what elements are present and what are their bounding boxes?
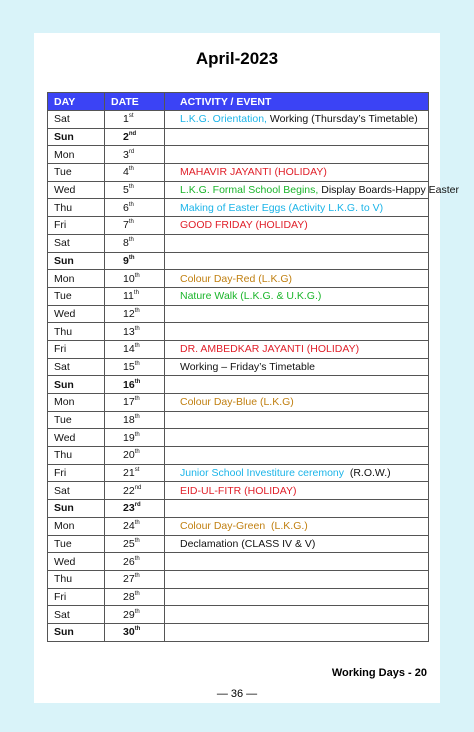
date-number: 22 (123, 484, 135, 497)
activity-cell (165, 146, 429, 164)
date-number: 27 (123, 573, 135, 586)
day-cell: Tue (48, 164, 105, 182)
day-cell: Sun (48, 623, 105, 641)
activity-cell (165, 111, 429, 129)
activity-text: L.K.G. Orientation, (180, 113, 270, 126)
activity-text: Colour Day-Blue (L.K.G) (180, 396, 294, 409)
date-number: 8 (123, 237, 129, 250)
activity-cell (165, 217, 429, 235)
activity-text: GOOD FRIDAY (HOLIDAY) (180, 219, 308, 232)
date-cell (105, 464, 165, 482)
page-title: April-2023 (195, 49, 279, 68)
date-suffix: th (134, 608, 140, 615)
table-row (48, 287, 429, 305)
date-number: 18 (123, 414, 135, 427)
table-row (48, 111, 429, 129)
day-cell: Mon (48, 517, 105, 535)
activity-text: (R.O.W.) (344, 467, 391, 480)
table-row (48, 429, 429, 447)
table-row (48, 535, 429, 553)
date-number: 30 (123, 626, 135, 639)
date-number: 12 (123, 307, 135, 320)
activity-text: EID-UL-FITR (HOLIDAY) (180, 484, 297, 497)
date-number: 19 (123, 431, 135, 444)
date-cell (105, 570, 165, 588)
date-suffix: th (134, 307, 140, 314)
date-cell (105, 146, 165, 164)
date-cell (105, 394, 165, 412)
activity-cell (165, 606, 429, 624)
day-cell: Sun (48, 500, 105, 518)
table-row (48, 464, 429, 482)
table-row (48, 323, 429, 341)
activity-cell (165, 376, 429, 394)
date-number: 2 (123, 131, 129, 144)
activity-text: Declamation (CLASS IV & V) (180, 537, 316, 550)
activity-text: MAHAVIR JAYANTI (HOLIDAY) (180, 166, 327, 179)
date-cell (105, 287, 165, 305)
activity-cell (165, 447, 429, 465)
date-cell (105, 181, 165, 199)
day-cell: Wed (48, 181, 105, 199)
date-suffix: th (134, 343, 140, 350)
activity-cell (165, 429, 429, 447)
day-cell: Fri (48, 588, 105, 606)
activity-text: Colour Day-Green (L.K.G.) (180, 520, 308, 533)
date-cell (105, 588, 165, 606)
date-number: 26 (123, 555, 135, 568)
date-suffix: th (134, 590, 140, 597)
day-cell: Mon (48, 394, 105, 412)
day-cell: Mon (48, 146, 105, 164)
date-suffix: th (134, 431, 140, 438)
table-row (48, 164, 429, 182)
date-cell (105, 517, 165, 535)
date-number: 9 (123, 254, 129, 267)
date-number: 1 (123, 113, 129, 126)
activity-cell (165, 252, 429, 270)
day-cell: Thu (48, 323, 105, 341)
date-suffix: th (128, 201, 134, 208)
working-days: Working Days - 20 (331, 667, 427, 679)
day-cell: Sat (48, 358, 105, 376)
day-cell: Wed (48, 553, 105, 571)
date-suffix: th (128, 166, 134, 173)
date-cell (105, 305, 165, 323)
table-row (48, 270, 429, 288)
activity-cell (165, 234, 429, 252)
day-cell: Fri (48, 217, 105, 235)
day-cell: Sat (48, 606, 105, 624)
activity-text: Working (Thursday’s Timetable) (269, 113, 418, 126)
date-number: 23 (123, 502, 135, 515)
date-number: 14 (123, 343, 135, 356)
table-header-row (48, 93, 429, 111)
table-row (48, 146, 429, 164)
activity-cell (165, 199, 429, 217)
table-row (48, 553, 429, 571)
date-suffix: th (134, 555, 140, 562)
day-cell: Wed (48, 305, 105, 323)
date-suffix: rd (134, 502, 141, 509)
date-suffix: th (134, 449, 140, 456)
activity-cell (165, 340, 429, 358)
date-number: 7 (123, 219, 129, 232)
date-cell (105, 128, 165, 146)
day-cell: Fri (48, 464, 105, 482)
day-cell: Tue (48, 287, 105, 305)
date-cell (105, 553, 165, 571)
date-suffix: th (134, 378, 141, 385)
activity-text: Working – Friday’s Timetable (180, 360, 315, 373)
activity-cell (165, 517, 429, 535)
activity-cell (165, 570, 429, 588)
table-row (48, 517, 429, 535)
table-row (48, 394, 429, 412)
activity-cell (165, 394, 429, 412)
date-cell (105, 234, 165, 252)
date-suffix: th (128, 184, 134, 191)
activity-cell (165, 128, 429, 146)
date-suffix: st (128, 113, 134, 120)
activity-cell (165, 411, 429, 429)
date-cell (105, 270, 165, 288)
date-suffix: th (134, 520, 140, 527)
table-row (48, 199, 429, 217)
day-cell: Thu (48, 570, 105, 588)
date-suffix: th (134, 360, 140, 367)
activity-cell (165, 287, 429, 305)
table-row (48, 340, 429, 358)
date-cell (105, 340, 165, 358)
activity-cell (165, 270, 429, 288)
table-row (48, 411, 429, 429)
activity-text: Nature Walk (L.K.G. & U.K.G.) (180, 290, 322, 303)
day-cell: Sat (48, 111, 105, 129)
date-number: 6 (123, 201, 129, 214)
date-cell (105, 199, 165, 217)
day-cell: Sun (48, 376, 105, 394)
date-number: 3 (123, 148, 129, 161)
date-cell (105, 482, 165, 500)
date-cell (105, 323, 165, 341)
table-row (48, 305, 429, 323)
table-row (48, 500, 429, 518)
table-row (48, 217, 429, 235)
activity-text: Junior School Investiture ceremony (180, 467, 344, 480)
header-date: DATE (105, 93, 165, 111)
date-suffix: th (134, 537, 140, 544)
date-number: 21 (123, 467, 135, 480)
date-suffix: th (128, 219, 134, 226)
calendar-page (34, 33, 459, 703)
date-number: 24 (123, 520, 135, 533)
date-cell (105, 429, 165, 447)
day-cell: Sun (48, 252, 105, 270)
activity-cell (165, 181, 459, 199)
activity-cell (165, 500, 429, 518)
table-row (48, 128, 429, 146)
date-cell (105, 447, 165, 465)
header-activity: ACTIVITY / EVENT (165, 93, 429, 111)
date-cell (105, 376, 165, 394)
day-cell: Fri (48, 340, 105, 358)
activity-cell (165, 623, 429, 641)
date-cell (105, 358, 165, 376)
date-suffix: th (128, 237, 134, 244)
date-suffix: nd (134, 484, 142, 491)
table-row (48, 376, 429, 394)
day-cell: Sat (48, 234, 105, 252)
date-number: 20 (123, 449, 135, 462)
table-row (48, 623, 429, 641)
day-cell: Sun (48, 128, 105, 146)
activity-cell (165, 588, 429, 606)
activity-cell (165, 323, 429, 341)
date-suffix: th (134, 414, 140, 421)
day-cell: Thu (48, 199, 105, 217)
day-cell: Thu (48, 447, 105, 465)
activity-text: Making of Easter Eggs (Activity L.K.G. to V) (180, 201, 384, 214)
day-cell: Tue (48, 535, 105, 553)
date-number: 13 (123, 325, 135, 338)
table-row (48, 482, 429, 500)
date-suffix: th (134, 325, 140, 332)
date-number: 28 (123, 590, 135, 603)
header-day: DAY (48, 93, 105, 111)
page-number: — 36 — (216, 688, 258, 700)
date-number: 11 (123, 290, 134, 303)
table-row (48, 181, 429, 199)
activity-text: DR. AMBEDKAR JAYANTI (HOLIDAY) (180, 343, 360, 356)
activity-cell (165, 482, 429, 500)
activity-cell (165, 553, 429, 571)
date-cell (105, 111, 165, 129)
date-cell (105, 606, 165, 624)
activity-cell (165, 358, 429, 376)
table-row (48, 234, 429, 252)
date-cell (105, 164, 165, 182)
date-cell (105, 535, 165, 553)
day-cell: Mon (48, 270, 105, 288)
table-row (48, 358, 429, 376)
day-cell: Wed (48, 429, 105, 447)
date-suffix: st (134, 467, 140, 474)
day-cell: Sat (48, 482, 105, 500)
date-cell (105, 252, 165, 270)
date-number: 16 (123, 378, 135, 391)
date-number: 4 (123, 166, 129, 179)
table-row (48, 570, 429, 588)
date-cell (105, 623, 165, 641)
date-number: 5 (123, 184, 129, 197)
date-number: 10 (123, 272, 135, 285)
date-cell (105, 500, 165, 518)
calendar-table (47, 92, 459, 642)
date-suffix: th (134, 626, 141, 633)
date-suffix: th (134, 272, 140, 279)
activity-text: Colour Day-Red (L.K.G) (180, 272, 293, 285)
date-suffix: th (134, 396, 140, 403)
table-row (48, 588, 429, 606)
table-row (48, 447, 429, 465)
activity-cell (165, 164, 429, 182)
activity-cell (165, 305, 429, 323)
date-cell (105, 217, 165, 235)
date-number: 17 (123, 396, 135, 409)
day-cell: Tue (48, 411, 105, 429)
date-number: 29 (123, 608, 135, 621)
date-suffix: th (134, 573, 140, 580)
activity-text: Display Boards-Happy Easter (321, 184, 459, 197)
date-suffix: th (128, 254, 135, 261)
activity-text: L.K.G. Formal School Begins, (180, 184, 322, 197)
date-suffix: rd (128, 148, 135, 155)
date-suffix: th (133, 290, 139, 297)
table-row (48, 252, 429, 270)
date-suffix: nd (128, 131, 137, 138)
date-cell (105, 411, 165, 429)
activity-cell (165, 535, 429, 553)
activity-cell (165, 464, 429, 482)
date-number: 25 (123, 537, 135, 550)
table-row (48, 606, 429, 624)
date-number: 15 (123, 360, 135, 373)
